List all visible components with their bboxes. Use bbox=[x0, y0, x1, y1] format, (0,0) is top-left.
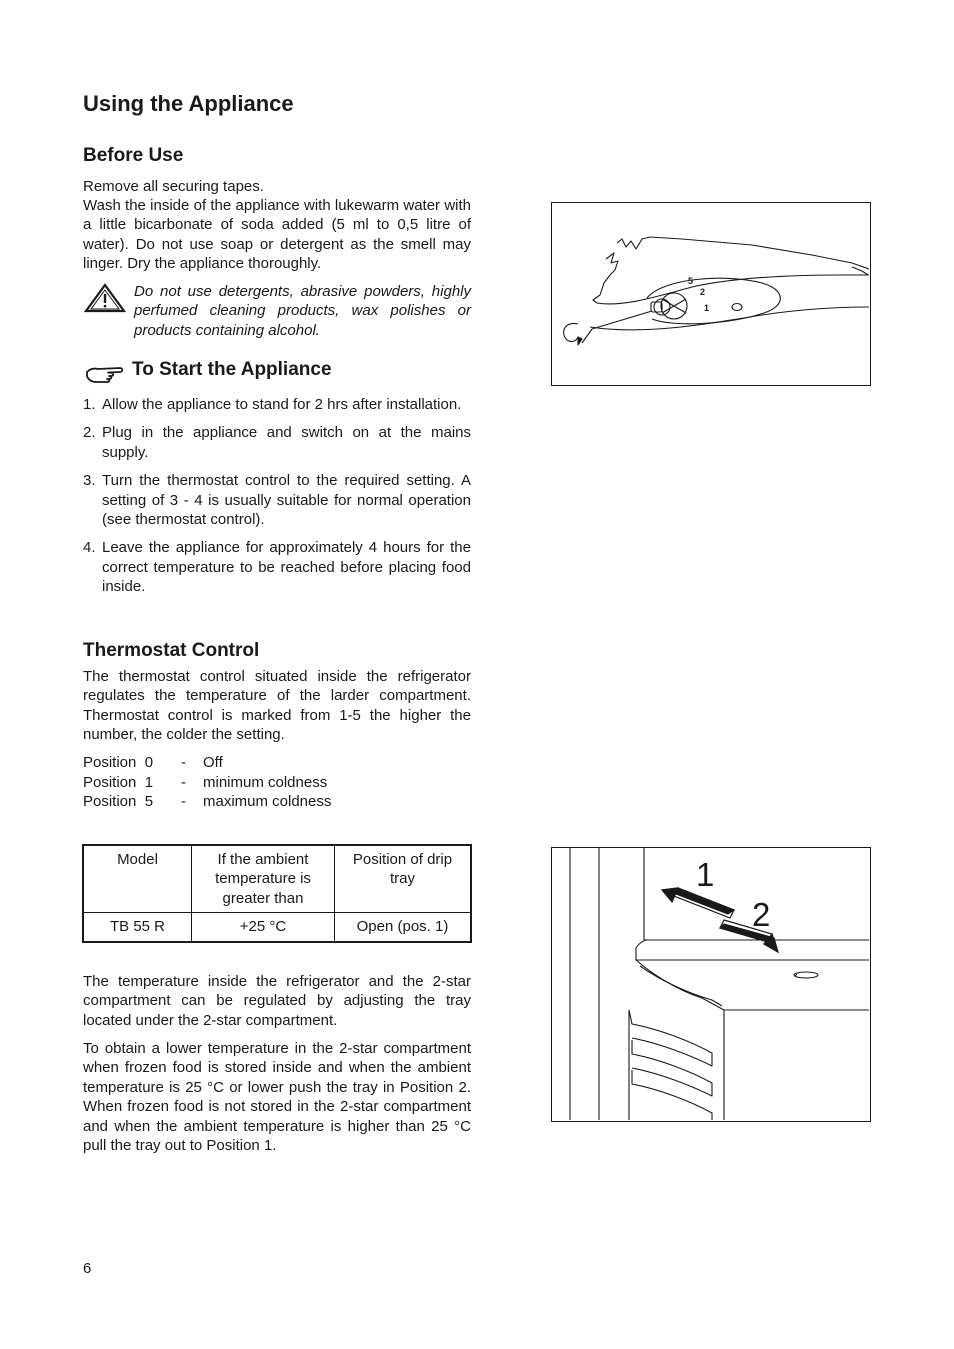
warning-icon bbox=[84, 283, 126, 313]
table-cell: Open (pos. 1) bbox=[335, 913, 472, 942]
thermostat-paragraph: The thermostat control situated inside the refrigerator regulates the temperature of the larder compartment. Thermostat control is marked from 1-5 the higher the number, the colder the setting. bbox=[83, 668, 471, 744]
position-label-1: 1 bbox=[696, 856, 715, 893]
position-row: Position 5 - maximum coldness bbox=[83, 793, 332, 810]
table-header: Model bbox=[83, 845, 192, 913]
list-item: 4. Leave the appliance for approximately 4 hours for the correct temperature to be reached before placing food inside. bbox=[83, 539, 471, 596]
dial-label: 2 bbox=[700, 287, 706, 297]
drip-tray-figure bbox=[551, 847, 871, 1122]
page-title: Using the Appliance bbox=[83, 91, 294, 116]
tray-paragraph-2: To obtain a lower temperature in the 2-star compartment when frozen food is stored inside and when the ambient temperature is 25 °C or lower push the tray in Position 2. When frozen food is not stored in the 2-star compartment and when the ambient temperature is higher than 25 °C pull the tray out to Position 1. bbox=[83, 1040, 471, 1155]
pointing-hand-icon bbox=[84, 362, 126, 386]
table-cell: +25 °C bbox=[192, 913, 335, 942]
table-row bbox=[83, 913, 471, 942]
thermostat-heading: Thermostat Control bbox=[83, 640, 260, 661]
list-item: 3. Turn the thermostat control to the required setting. A setting of 3 - 4 is usually suitable for normal operation (see thermostat control). bbox=[83, 472, 471, 529]
before-use-heading: Before Use bbox=[83, 145, 184, 166]
before-use-line1: Remove all securing tapes. bbox=[83, 178, 264, 195]
table-header: Position of drip tray bbox=[335, 845, 472, 913]
page-number: 6 bbox=[83, 1260, 92, 1277]
list-item: 2. Plug in the appliance and switch on at the mains supply. bbox=[83, 424, 471, 461]
position-label-2: 2 bbox=[752, 896, 771, 933]
position-list bbox=[83, 753, 471, 812]
dial-label: 5 bbox=[688, 276, 694, 286]
dial-label: 1 bbox=[704, 303, 710, 313]
table-header-row bbox=[83, 845, 471, 913]
list-item: 1. Allow the appliance to stand for 2 hrs after installation. bbox=[83, 396, 462, 413]
before-use-paragraph: Wash the inside of the appliance with lukewarm water with a little bicarbonate of soda added (5 ml to 0,5 litre of water). Do not use soap or detergent as the smell may linger. Dry the appliance thoroughly. bbox=[83, 197, 471, 273]
drip-tray-table bbox=[82, 844, 472, 943]
warning-text: Do not use detergents, abrasive powders, highly perfumed cleaning products, wax polishes or products containing alcohol. bbox=[134, 283, 471, 339]
position-row: Position 0 - Off bbox=[83, 754, 223, 771]
position-row: Position 1 - minimum coldness bbox=[83, 773, 328, 791]
table-cell: TB 55 R bbox=[83, 913, 192, 942]
to-start-heading: To Start the Appliance bbox=[132, 359, 332, 380]
tray-paragraph-1: The temperature inside the refrigerator and the 2-star compartment can be regulated by adjusting the tray located under the 2-star compartment. bbox=[83, 973, 471, 1029]
start-steps-list bbox=[83, 395, 471, 606]
thermostat-figure bbox=[551, 202, 871, 386]
table-header: If the ambient temperature is greater than bbox=[192, 845, 335, 913]
